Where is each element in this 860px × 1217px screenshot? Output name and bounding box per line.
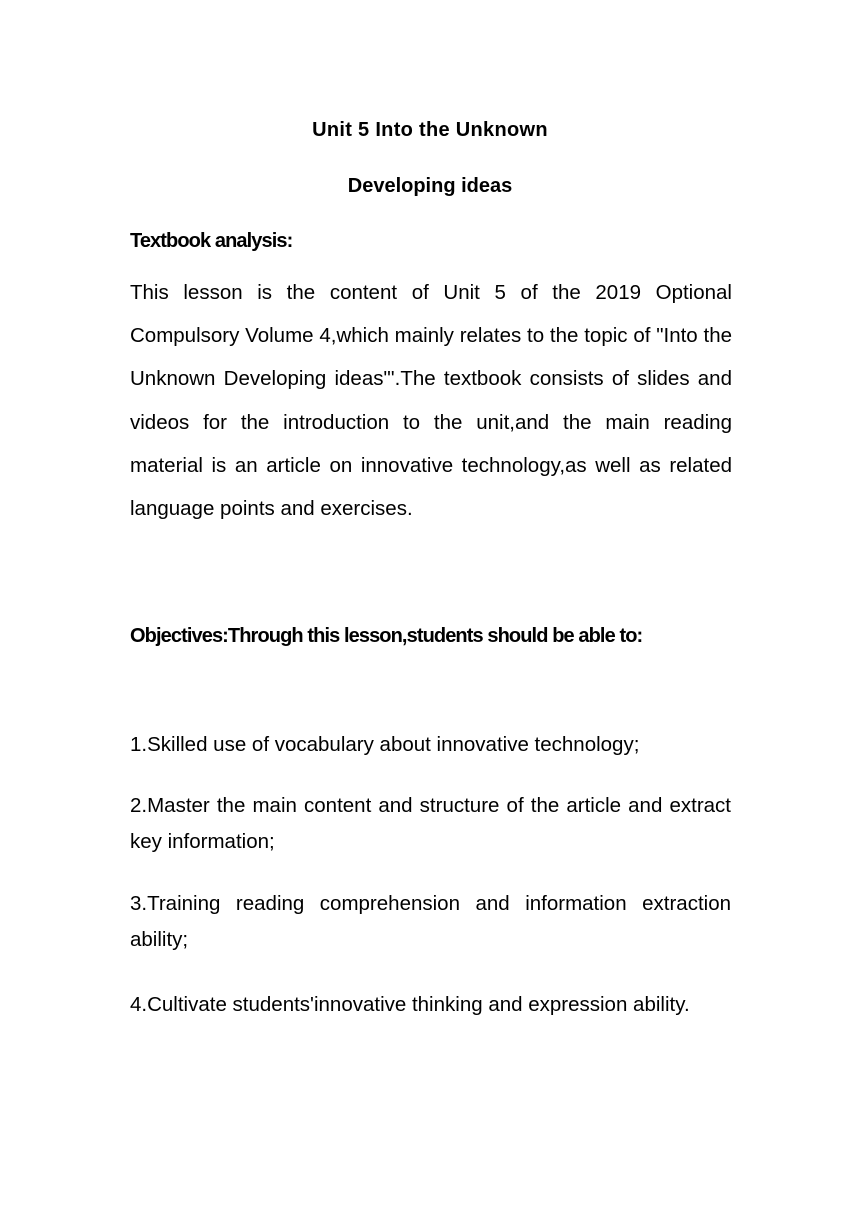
objective-item: 2.Master the main content and structure of the article and extract key information; (130, 794, 731, 853)
document-title: Unit 5 Into the Unknown (312, 119, 548, 141)
textbook-analysis-heading: Textbook analysis: (130, 230, 293, 252)
objective-item: 1.Skilled use of vocabulary about innovative technology; (130, 733, 640, 756)
objective-item: 4.Cultivate students'innovative thinking and expression ability. (130, 993, 690, 1016)
objectives-heading: Objectives:Through this lesson,students should be able to: (130, 625, 643, 647)
objective-item: 3.Training reading comprehension and information extraction ability; (130, 892, 731, 951)
document-subtitle: Developing ideas (347, 175, 513, 197)
textbook-analysis-paragraph: This lesson is the content of Unit 5 of the 2019 Optional Compulsory Volume 4,which mainly relates to the topic of "Into the Unknown Developing ideas"'.The textbook consists of slides and videos for the introduction to the unit,and the main reading material is an article on innovative technology,as well as related language points and exercises. (130, 281, 732, 521)
